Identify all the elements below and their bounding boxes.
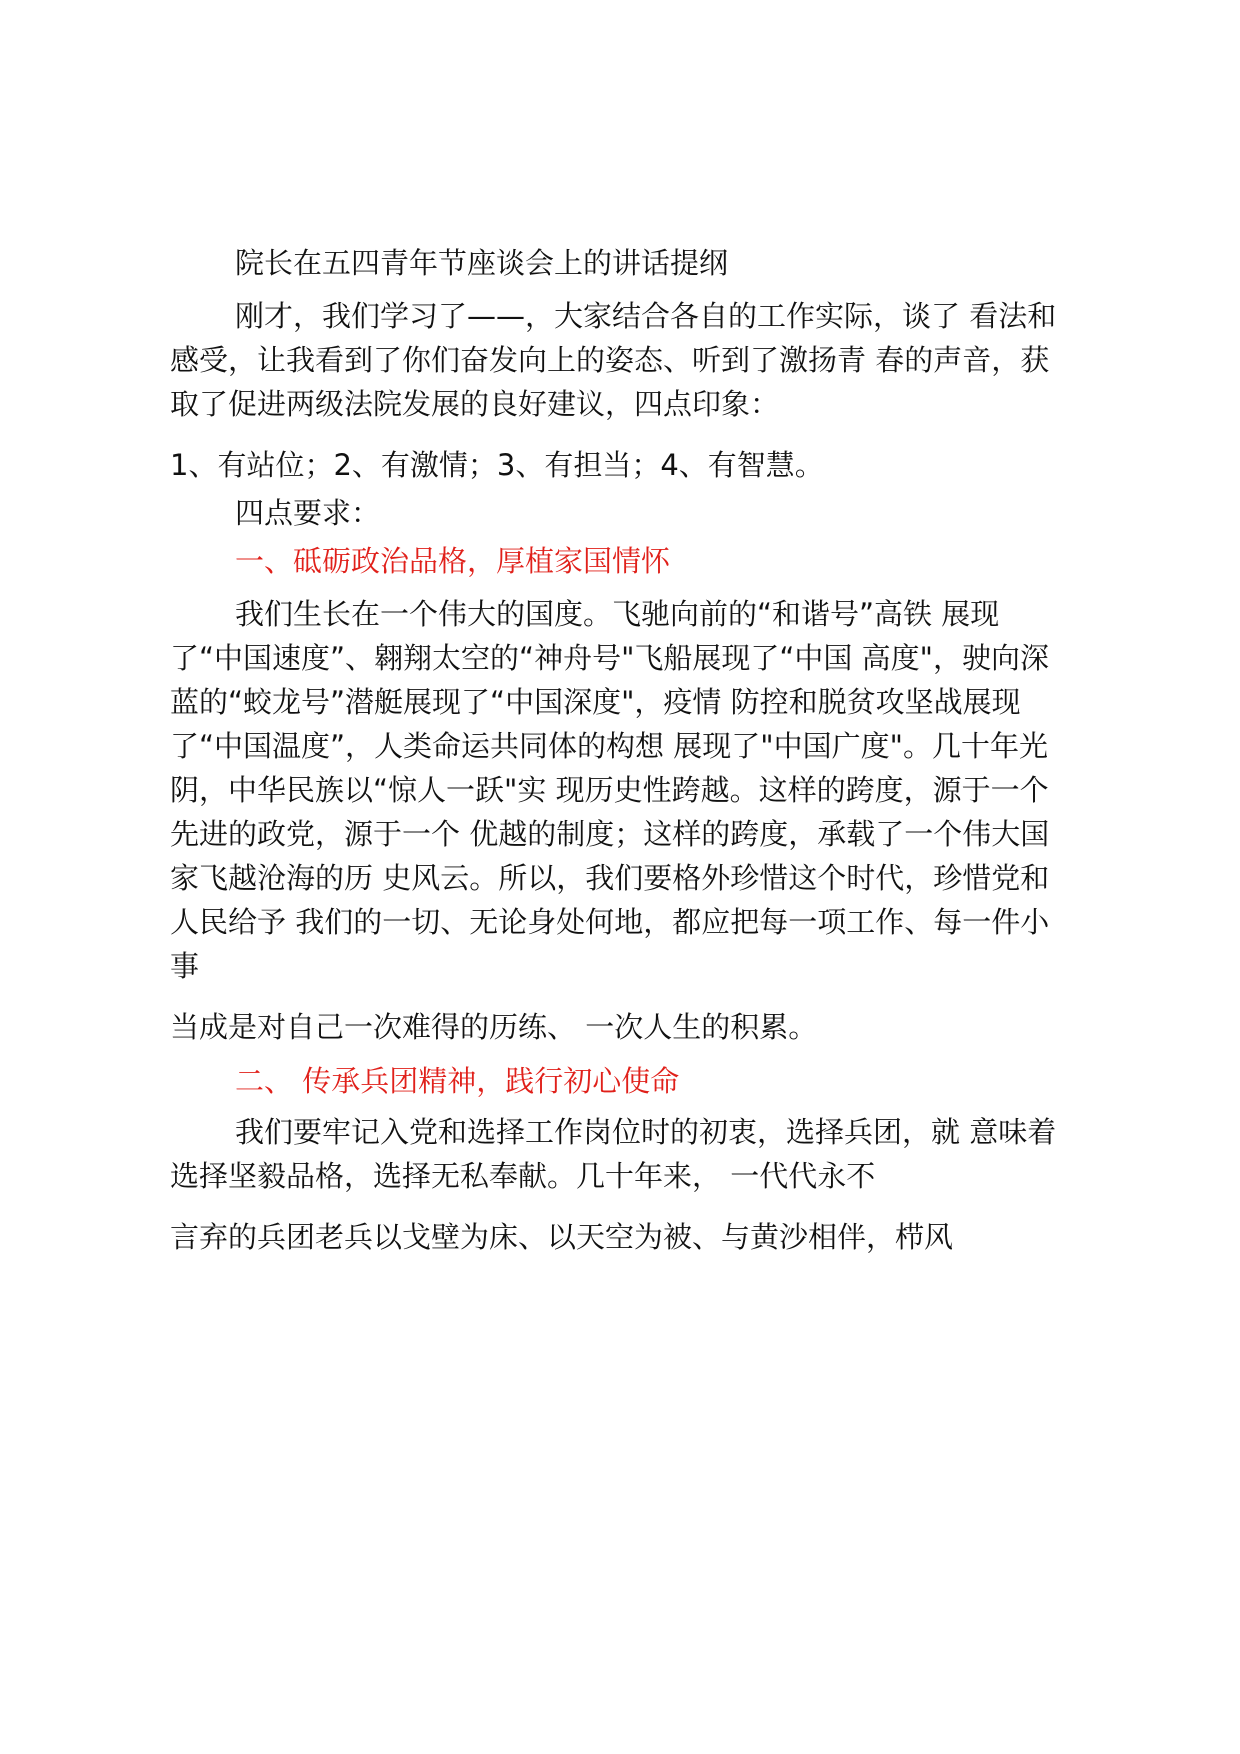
section-1-line-6: 先进的政党，源于一个 优越的制度；这样的跨度，承载了一个伟大国: [170, 817, 1050, 851]
document-title: 院长在五四青年节座谈会上的讲话提纲: [235, 246, 729, 280]
requirements-heading: 四点要求：: [235, 496, 381, 530]
section-1-line-2: 了“中国速度”、翱翔太空的“神舟号"飞船展现了“中国 高度"，驶向深: [170, 641, 1049, 675]
section-1-line-8: 人民给予 我们的一切、无论身处何地，都应把每一项工作、每一件小: [170, 905, 1050, 939]
section-2-heading: 二、 传承兵团精神，践行初心使命: [235, 1064, 680, 1098]
section-1-line-9: 事: [170, 949, 200, 983]
section-2-line-2: 选择坚毅品格，选择无私奉献。几十年来， 一代代永不: [170, 1159, 876, 1193]
section-1-line-10: 当成是对自己一次难得的历练、 一次人生的积累。: [170, 1010, 818, 1044]
section-1-line-5: 阴，中华民族以“惊人一跃"实 现历史性跨越。这样的跨度，源于一个: [170, 773, 1049, 807]
section-1-line-3: 蓝的“蛟龙号”潜艇展现了“中国深度"，疫情 防控和脱贫攻坚战展现: [170, 685, 1021, 719]
section-2-line-3: 言弃的兵团老兵以戈壁为床、以天空为被、与黄沙相伴，栉风: [170, 1220, 954, 1254]
impressions-line: 1、有站位；2、有激情；3、有担当；4、有智慧。: [170, 448, 824, 482]
intro-line-2: 感受，让我看到了你们奋发向上的姿态、听到了激扬青 春的声音，获: [170, 343, 1050, 377]
intro-line-1: 刚才，我们学习了——，大家结合各自的工作实际，谈了 看法和: [235, 299, 1057, 333]
section-1-line-7: 家飞越沧海的历 史风云。所以，我们要格外珍惜这个时代，珍惜党和: [170, 861, 1050, 895]
section-1-line-1: 我们生长在一个伟大的国度。飞驰向前的“和谐号”高铁 展现: [235, 597, 1000, 631]
section-1-heading: 一、砥砺政治品格，厚植家国情怀: [235, 544, 671, 578]
intro-line-3: 取了促进两级法院发展的良好建议，四点印象：: [170, 387, 780, 421]
section-1-line-4: 了“中国温度”，人类命运共同体的构想 展现了"中国广度"。几十年光: [170, 729, 1048, 763]
section-2-line-1: 我们要牢记入党和选择工作岗位时的初衷，选择兵团，就 意味着: [235, 1115, 1057, 1149]
